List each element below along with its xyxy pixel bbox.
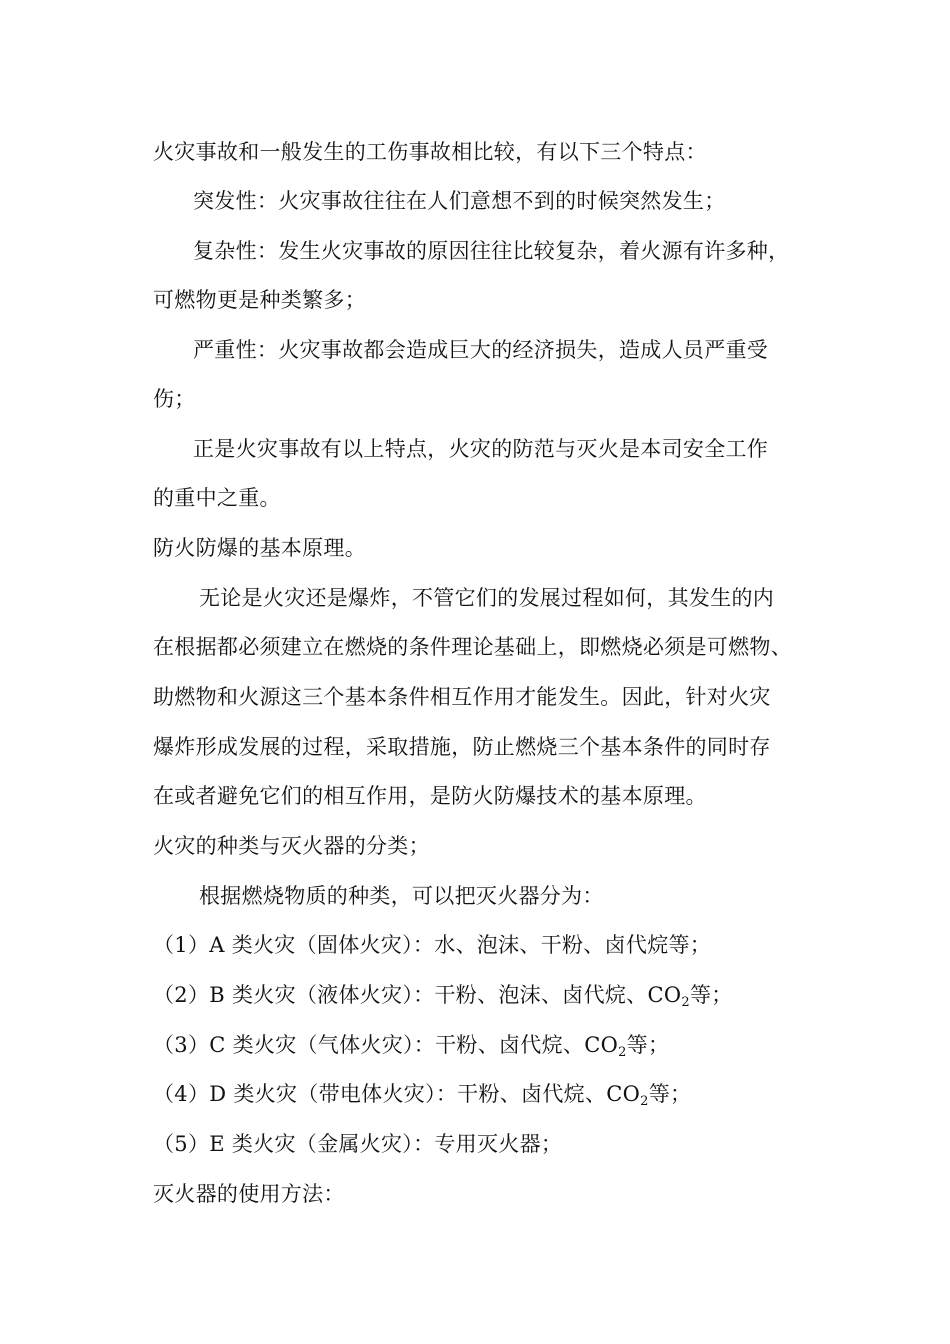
- paragraph-types-intro: 根据燃烧物质的种类，可以把灭火器分为：: [199, 884, 604, 908]
- list-item-suffix: 等；: [689, 983, 733, 1007]
- section-heading-principle: 防火防爆的基本原理。: [153, 536, 366, 560]
- list-item-text: （4）D 类火灾（带电体火灾）：干粉、卤代烷、CO: [153, 1082, 641, 1106]
- paragraph-priority: 正是火灾事故有以上特点，火灾的防范与灭火是本司安全工作: [193, 437, 769, 461]
- paragraph-sudden: 突发性：火灾事故往往在人们意想不到的时候突然发生；: [193, 189, 726, 213]
- section-heading-usage: 灭火器的使用方法：: [153, 1182, 345, 1206]
- list-item-class-d: [153, 1080, 691, 1108]
- paragraph-complex-cont: 可燃物更是种类繁多；: [153, 288, 366, 312]
- paragraph-severe: 严重性：火灾事故都会造成巨大的经济损失，造成人员严重受: [193, 338, 769, 362]
- paragraph-priority-cont: 的重中之重。: [153, 486, 281, 510]
- paragraph-principle-2: 在根据都必须建立在燃烧的条件理论基础上，即燃烧必须是可燃物、: [153, 635, 792, 659]
- subscript: 2: [640, 1094, 649, 1109]
- list-item-text: （3）C 类火灾（气体火灾）：干粉、卤代烷、CO: [153, 1033, 619, 1057]
- paragraph-intro: 火灾事故和一般发生的工伤事故相比较，有以下三个特点：: [153, 140, 707, 164]
- paragraph-principle-1: 无论是火灾还是爆炸，不管它们的发展过程如何，其发生的内: [199, 586, 775, 610]
- section-heading-types: 火灾的种类与灭火器的分类；: [153, 834, 430, 858]
- list-item-class-c: [153, 1031, 669, 1059]
- paragraph-principle-5: 在或者避免它们的相互作用，是防火防爆技术的基本原理。: [153, 784, 707, 808]
- paragraph-principle-3: 助燃物和火源这三个基本条件相互作用才能发生。因此，针对火灾: [153, 685, 771, 709]
- list-item-suffix: 等；: [648, 1082, 692, 1106]
- list-item-text: （2）B 类火灾（液体火灾）：干粉、泡沫、卤代烷、CO: [153, 983, 682, 1007]
- list-item-class-a: （1）A 类火灾（固体火灾）：水、泡沫、干粉、卤代烷等；: [153, 933, 712, 957]
- paragraph-complex: 复杂性：发生火灾事故的原因往往比较复杂，着火源有许多种，: [193, 239, 790, 263]
- paragraph-principle-4: 爆炸形成发展的过程，采取措施，防止燃烧三个基本条件的同时存: [153, 735, 771, 759]
- list-item-suffix: 等；: [626, 1033, 670, 1057]
- paragraph-severe-cont: 伤；: [153, 387, 196, 411]
- subscript: 2: [618, 1045, 627, 1060]
- list-item-class-e: （5）E 类火灾（金属火灾）：专用灭火器；: [153, 1132, 563, 1156]
- list-item-class-b: [153, 981, 733, 1009]
- subscript: 2: [681, 995, 690, 1010]
